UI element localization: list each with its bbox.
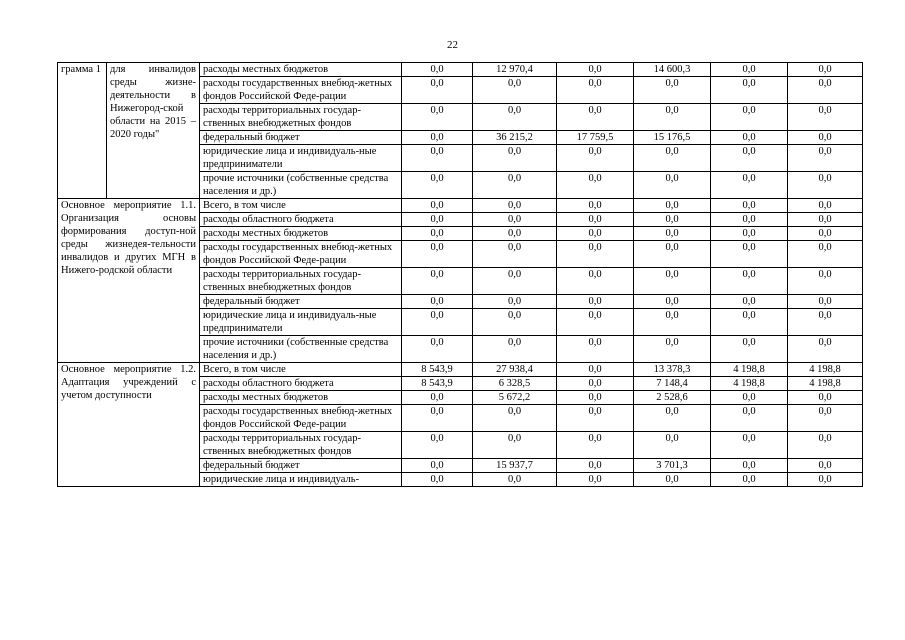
value-cell: 0,0 — [473, 295, 557, 309]
funding-source-cell: Всего, в том числе — [200, 363, 402, 377]
table-row — [58, 199, 863, 213]
value-cell: 0,0 — [711, 241, 788, 268]
value-cell: 0,0 — [473, 473, 557, 487]
value-cell: 0,0 — [402, 295, 473, 309]
value-cell: 5 672,2 — [473, 391, 557, 405]
value-cell: 0,0 — [402, 473, 473, 487]
value-cell: 14 600,3 — [634, 63, 711, 77]
value-cell: 0,0 — [788, 391, 863, 405]
value-cell: 0,0 — [711, 104, 788, 131]
value-cell: 0,0 — [788, 131, 863, 145]
value-cell: 7 148,4 — [634, 377, 711, 391]
table-row — [58, 363, 863, 377]
value-cell: 0,0 — [473, 405, 557, 432]
value-cell: 4 198,8 — [711, 363, 788, 377]
value-cell: 36 215,2 — [473, 131, 557, 145]
value-cell: 0,0 — [788, 104, 863, 131]
value-cell: 0,0 — [634, 172, 711, 199]
value-cell: 0,0 — [711, 63, 788, 77]
value-cell: 0,0 — [557, 336, 634, 363]
value-cell: 0,0 — [402, 309, 473, 336]
value-cell: 0,0 — [634, 241, 711, 268]
value-cell: 0,0 — [557, 363, 634, 377]
value-cell: 0,0 — [402, 172, 473, 199]
value-cell: 0,0 — [473, 199, 557, 213]
value-cell: 0,0 — [711, 172, 788, 199]
program-title-right: для инвалидов среды жизне-деятельности в Нижегород-ской области на 2015 –2020 годы" — [107, 63, 200, 199]
value-cell: 0,0 — [557, 309, 634, 336]
value-cell: 0,0 — [788, 241, 863, 268]
value-cell: 0,0 — [473, 77, 557, 104]
funding-source-cell: расходы государственных внебюд-жетных фондов Российской Феде-рации — [200, 405, 402, 432]
value-cell: 0,0 — [557, 199, 634, 213]
value-cell: 0,0 — [711, 309, 788, 336]
funding-source-cell: прочие источники (собственные средства населения и др.) — [200, 336, 402, 363]
value-cell: 0,0 — [634, 432, 711, 459]
value-cell: 0,0 — [557, 377, 634, 391]
value-cell: 0,0 — [634, 336, 711, 363]
value-cell: 0,0 — [402, 63, 473, 77]
value-cell: 6 328,5 — [473, 377, 557, 391]
value-cell: 0,0 — [402, 104, 473, 131]
value-cell: 0,0 — [557, 432, 634, 459]
value-cell: 0,0 — [473, 336, 557, 363]
funding-source-cell: юридические лица и индивидуаль-ные предприниматели — [200, 309, 402, 336]
funding-source-cell: расходы местных бюджетов — [200, 63, 402, 77]
value-cell: 0,0 — [402, 213, 473, 227]
value-cell: 0,0 — [788, 432, 863, 459]
value-cell: 0,0 — [788, 336, 863, 363]
value-cell: 17 759,5 — [557, 131, 634, 145]
value-cell: 0,0 — [402, 268, 473, 295]
value-cell: 0,0 — [402, 131, 473, 145]
funding-source-cell: федеральный бюджет — [200, 459, 402, 473]
value-cell: 0,0 — [711, 473, 788, 487]
value-cell: 0,0 — [473, 309, 557, 336]
value-cell: 13 378,3 — [634, 363, 711, 377]
value-cell: 15 176,5 — [634, 131, 711, 145]
value-cell: 8 543,9 — [402, 363, 473, 377]
value-cell: 0,0 — [711, 336, 788, 363]
value-cell: 0,0 — [557, 268, 634, 295]
value-cell: 0,0 — [711, 77, 788, 104]
value-cell: 0,0 — [788, 295, 863, 309]
value-cell: 0,0 — [634, 104, 711, 131]
funding-source-cell: расходы областного бюджета — [200, 377, 402, 391]
value-cell: 0,0 — [557, 459, 634, 473]
value-cell: 0,0 — [402, 459, 473, 473]
value-cell: 15 937,7 — [473, 459, 557, 473]
value-cell: 0,0 — [711, 432, 788, 459]
value-cell: 0,0 — [788, 459, 863, 473]
program-title-left: грамма 1 — [58, 63, 107, 199]
value-cell: 0,0 — [557, 172, 634, 199]
table-row — [58, 63, 863, 77]
value-cell: 0,0 — [402, 145, 473, 172]
value-cell: 4 198,8 — [788, 377, 863, 391]
budget-table — [57, 62, 863, 487]
value-cell: 0,0 — [788, 268, 863, 295]
page-number: 22 — [447, 39, 458, 51]
value-cell: 0,0 — [788, 405, 863, 432]
value-cell: 0,0 — [634, 473, 711, 487]
value-cell: 0,0 — [788, 172, 863, 199]
value-cell: 0,0 — [788, 63, 863, 77]
value-cell: 0,0 — [402, 391, 473, 405]
value-cell: 0,0 — [634, 199, 711, 213]
value-cell: 0,0 — [788, 473, 863, 487]
funding-source-cell: Всего, в том числе — [200, 199, 402, 213]
funding-source-cell: расходы местных бюджетов — [200, 391, 402, 405]
funding-source-cell: расходы территориальных государ-ственных внебюджетных фондов — [200, 432, 402, 459]
value-cell: 4 198,8 — [711, 377, 788, 391]
funding-source-cell: прочие источники (собственные средства населения и др.) — [200, 172, 402, 199]
value-cell: 0,0 — [402, 432, 473, 459]
value-cell: 0,0 — [634, 77, 711, 104]
value-cell: 0,0 — [634, 145, 711, 172]
value-cell: 0,0 — [557, 213, 634, 227]
funding-source-cell: расходы территориальных государ-ственных внебюджетных фондов — [200, 268, 402, 295]
value-cell: 0,0 — [634, 268, 711, 295]
value-cell: 0,0 — [557, 145, 634, 172]
value-cell: 0,0 — [711, 295, 788, 309]
value-cell: 0,0 — [557, 77, 634, 104]
value-cell: 12 970,4 — [473, 63, 557, 77]
value-cell: 0,0 — [473, 104, 557, 131]
value-cell: 27 938,4 — [473, 363, 557, 377]
value-cell: 0,0 — [402, 241, 473, 268]
funding-source-cell: расходы территориальных государ-ственных внебюджетных фондов — [200, 104, 402, 131]
value-cell: 0,0 — [557, 295, 634, 309]
value-cell: 4 198,8 — [788, 363, 863, 377]
value-cell: 0,0 — [711, 227, 788, 241]
funding-source-cell: федеральный бюджет — [200, 131, 402, 145]
value-cell: 0,0 — [402, 77, 473, 104]
value-cell: 0,0 — [788, 145, 863, 172]
value-cell: 0,0 — [557, 241, 634, 268]
value-cell: 0,0 — [557, 391, 634, 405]
value-cell: 0,0 — [711, 145, 788, 172]
funding-source-cell: расходы государственных внебюд-жетных фондов Российской Феде-рации — [200, 77, 402, 104]
value-cell: 0,0 — [473, 241, 557, 268]
value-cell: 0,0 — [788, 77, 863, 104]
value-cell: 0,0 — [711, 405, 788, 432]
funding-source-cell: юридические лица и индивидуаль-ные предприниматели — [200, 145, 402, 172]
value-cell: 0,0 — [473, 268, 557, 295]
value-cell: 0,0 — [788, 309, 863, 336]
value-cell: 0,0 — [557, 104, 634, 131]
event-title-1-1: Основное мероприятие 1.1. Организация основы формирования доступ-ной среды жизнедея-тельности инвалидов и других МГН в Нижего-родской области — [58, 199, 200, 363]
value-cell: 0,0 — [473, 145, 557, 172]
value-cell: 0,0 — [711, 131, 788, 145]
funding-source-cell: федеральный бюджет — [200, 295, 402, 309]
value-cell: 0,0 — [711, 459, 788, 473]
value-cell: 0,0 — [473, 213, 557, 227]
value-cell: 0,0 — [634, 213, 711, 227]
funding-source-cell: расходы местных бюджетов — [200, 227, 402, 241]
value-cell: 0,0 — [788, 227, 863, 241]
value-cell: 0,0 — [711, 391, 788, 405]
value-cell: 0,0 — [402, 199, 473, 213]
funding-source-cell: расходы областного бюджета — [200, 213, 402, 227]
value-cell: 0,0 — [557, 405, 634, 432]
value-cell: 0,0 — [634, 405, 711, 432]
value-cell: 0,0 — [788, 199, 863, 213]
value-cell: 0,0 — [402, 336, 473, 363]
value-cell: 0,0 — [473, 172, 557, 199]
value-cell: 0,0 — [473, 432, 557, 459]
value-cell: 3 701,3 — [634, 459, 711, 473]
funding-source-cell: юридические лица и индивидуаль- — [200, 473, 402, 487]
value-cell: 0,0 — [711, 199, 788, 213]
value-cell: 0,0 — [402, 227, 473, 241]
event-title-1-2: Основное мероприятие 1.2. Адаптация учреждений с учетом доступности — [58, 363, 200, 487]
value-cell: 2 528,6 — [634, 391, 711, 405]
value-cell: 8 543,9 — [402, 377, 473, 391]
funding-source-cell: расходы государственных внебюд-жетных фондов Российской Феде-рации — [200, 241, 402, 268]
value-cell: 0,0 — [557, 63, 634, 77]
value-cell: 0,0 — [634, 227, 711, 241]
value-cell: 0,0 — [788, 213, 863, 227]
value-cell: 0,0 — [711, 268, 788, 295]
value-cell: 0,0 — [402, 405, 473, 432]
value-cell: 0,0 — [473, 227, 557, 241]
value-cell: 0,0 — [634, 309, 711, 336]
value-cell: 0,0 — [711, 213, 788, 227]
value-cell: 0,0 — [557, 227, 634, 241]
value-cell: 0,0 — [634, 295, 711, 309]
value-cell: 0,0 — [557, 473, 634, 487]
